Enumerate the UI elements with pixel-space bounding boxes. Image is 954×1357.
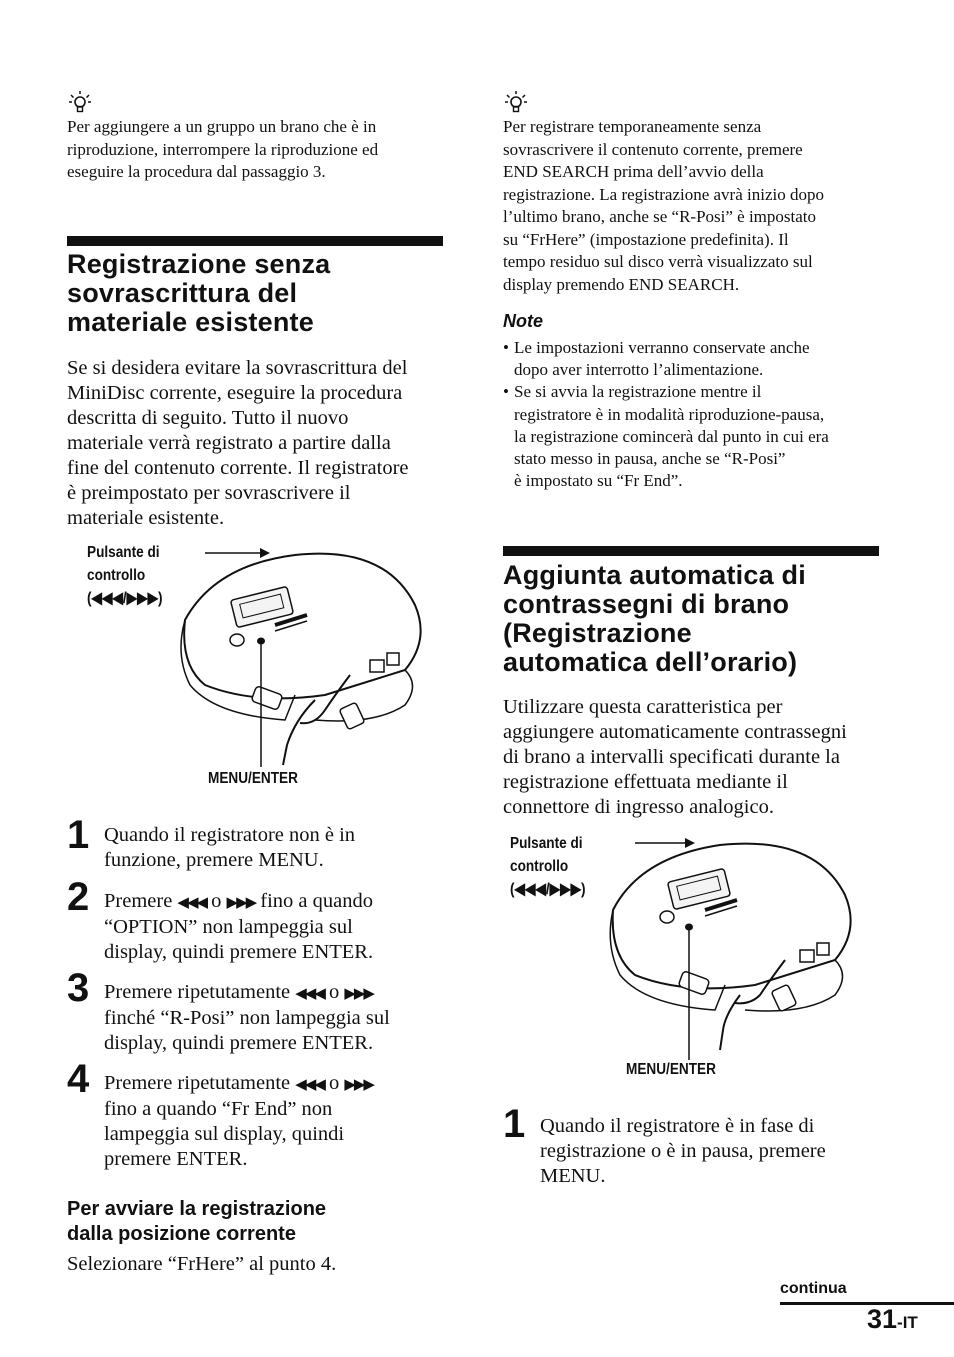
step-number: 3 [67,966,90,1010]
intro-paragraph: Utilizzare questa caratteristica per aggiungere automaticamente contrassegni di brano a intervalli specificati durante la registrazione effettuata mediante il connettore di ingresso analogico. [503,696,847,818]
step-number: 2 [67,875,90,919]
section-heading: Registrazione senza sovrascrittura del materiale esistente [67,249,331,337]
note-item: • Le impostazioni verranno conservate anche dopo aver interrotto l’alimentazione. [503,337,893,381]
section-heading: Aggiunta automatica di contrassegni di brano (Registrazione automatica dell’orario) [503,560,806,677]
step-number: 1 [503,1102,526,1146]
callout-menu-enter: MENU/ENTER [626,1061,716,1078]
step-text: Quando il registratore è in fase di registrazione o è in pausa, premere MENU. [540,1115,826,1187]
section-divider-bar [67,236,443,246]
next-track-icon: ▶▶▶ [344,1075,373,1093]
step-number: 1 [67,813,90,857]
intro-paragraph: Se si desidera evitare la sovrascrittura del MiniDisc corrente, eseguire la procedura descritta di seguito. Tutto il nuovo materiale verrà registrato a partire dalla fine del contenuto corrente. Il registratore è preimpostato per sovrascrivere il materiale esistente. [67,357,409,529]
tip-lightbulb-icon [504,90,528,114]
minidisc-recorder-illustration [605,835,865,1065]
step-text: Premere ◀◀◀ o ▶▶▶ fino a quando “OPTION” non lampeggia sul display, quindi premere ENTER. [104,890,374,963]
step-number: 4 [67,1057,90,1101]
continua-label: continua [780,1280,847,1297]
subsection-text: Selezionare “FrHere” al punto 4. [67,1253,337,1275]
callout-menu-enter: MENU/ENTER [208,770,298,787]
step-text: Quando il registratore non è in funzione, premere MENU. [104,824,356,871]
note-item: • Se si avvia la registrazione mentre il registratore è in modalità riproduzione-pausa, la registrazione comincerà dal punto in cui era stato messo in pausa, anche se “R-Posi” è impostato su “Fr End”. [503,381,893,492]
page-number: 31-IT [867,1304,918,1334]
callout-control-button: Pulsante di controllo (◀◀◀/▶▶▶) [87,544,163,607]
note-list [503,337,893,492]
next-track-icon: ▶▶▶ [226,893,256,911]
prev-track-icon: ◀◀◀ [295,984,324,1002]
step-text: Premere ripetutamente ◀◀◀ o ▶▶▶ finché “R-Posi” non lampeggia sul display, quindi premere ENTER. [104,981,390,1054]
minidisc-recorder-illustration [175,545,435,770]
prev-track-icon: ◀◀◀ [295,1075,324,1093]
tip-text: Per aggiungere a un gruppo un brano che è in riproduzione, interrompere la riproduzione ed eseguire la procedura dal passaggio 3. [67,117,379,181]
next-track-icon: ▶▶▶ [344,984,373,1002]
note-label: Note [503,311,543,331]
subsection-heading: Per avviare la registrazione dalla posizione corrente [67,1198,327,1245]
callout-control-button: Pulsante di controllo (◀◀◀/▶▶▶) [510,835,586,898]
tip-lightbulb-icon [68,90,92,114]
tip-text: Per registrare temporaneamente senza sovrascrivere il contenuto corrente, premere END SEARCH prima dell’avvio della registrazione. La registrazione avrà inizio dopo l’ultimo brano, anche se “R-Posi” è impostato su “FrHere” (impostazione predefinita). Il tempo residuo sul disco verrà visualizzato sul display premendo END SEARCH. [503,117,824,294]
step-text: Premere ripetutamente ◀◀◀ o ▶▶▶ fino a quando “Fr End” non lampeggia sul display, quindi premere ENTER. [104,1072,373,1170]
prev-track-icon: ◀◀◀ [177,893,207,911]
section-divider-bar [503,546,879,556]
